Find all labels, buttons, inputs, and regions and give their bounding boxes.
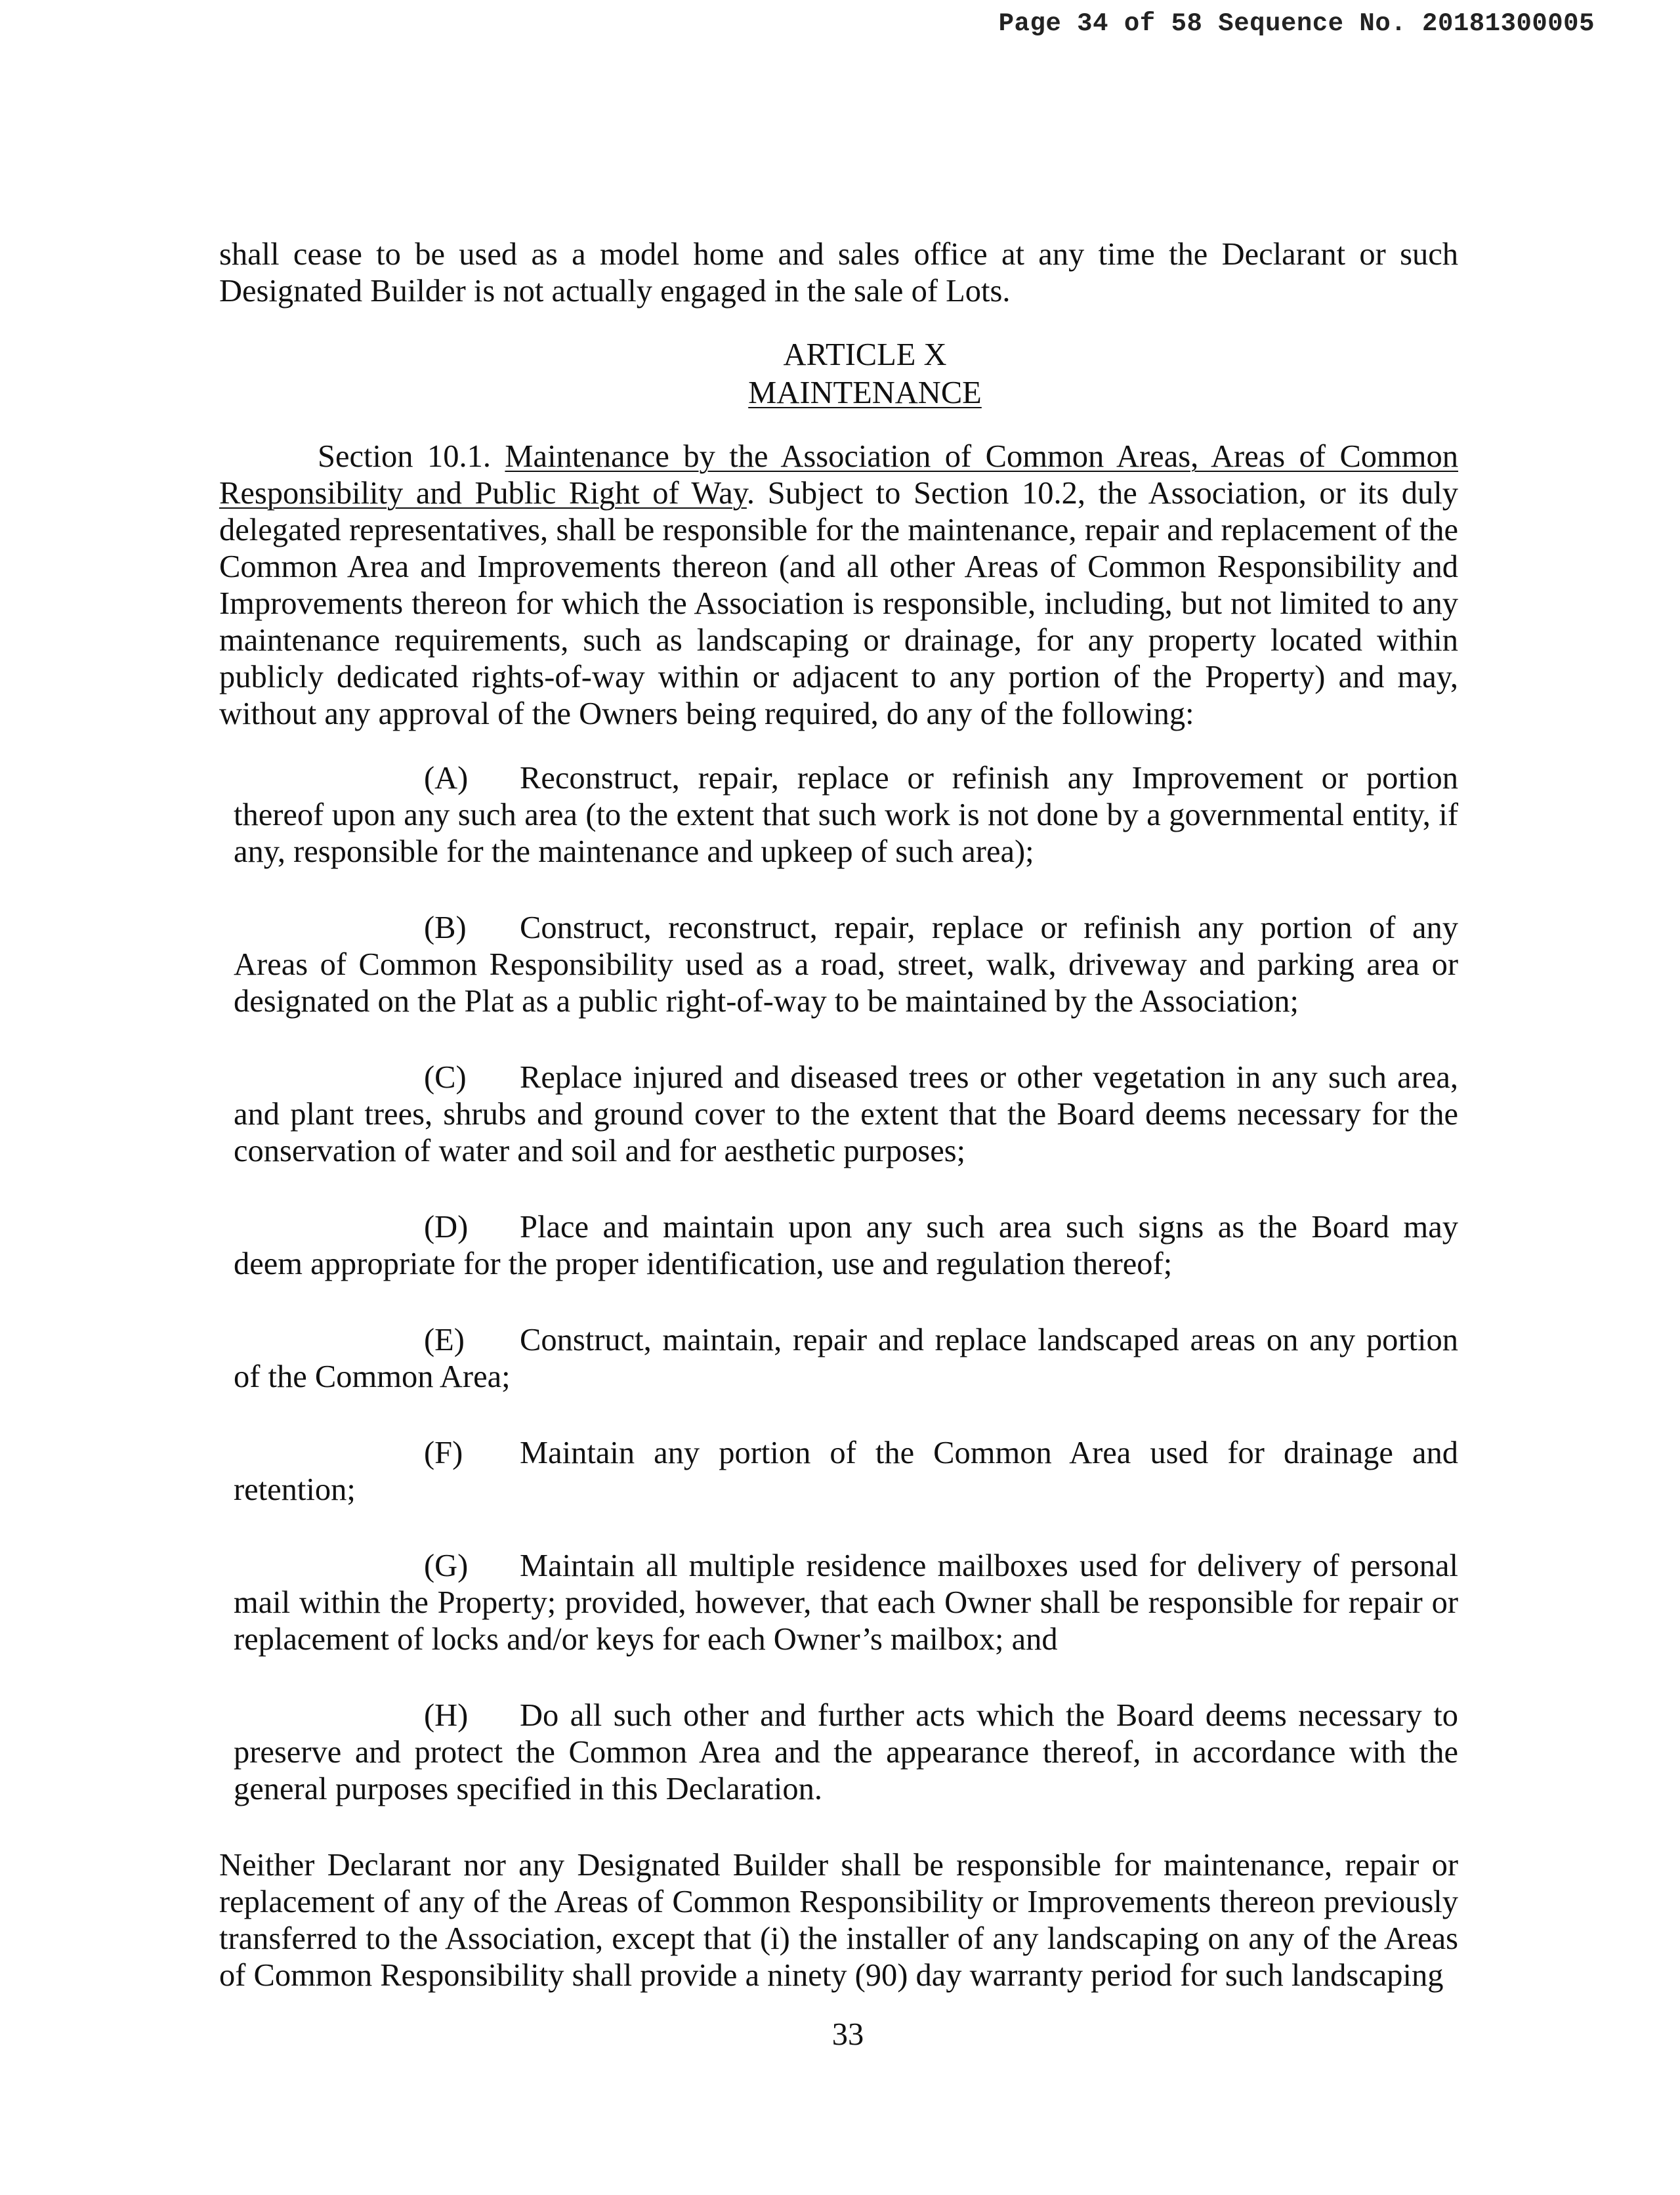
section-10-1-paragraph: [219, 438, 1458, 733]
section-text: Subject to Section 10.2, the Association, or its duly delegated representatives, shall be responsible for the maintenance, repair and replacement of the Common Area and Improvements thereon (and all other Areas of Common Responsibility and Improvements thereon for which the Association is responsible, including, but not limited to any maintenance requirements, such as landscaping or drainage, for any property located within publicly dedicated rights-of-way within or adjacent to any portion of the Property) and may, without any approval of the Owners being required, do any of the following:: [219, 476, 1458, 731]
clause-e: [234, 1322, 1458, 1396]
article-title: MAINTENANCE: [748, 375, 982, 410]
clause-text: Reconstruct, repair, replace or refinish any Improvement or portion thereof upon any such area (to the extent that such work is not done by a governmental entity, if any, responsible for the maintenance and upkeep of such area);: [234, 761, 1458, 869]
clause-label: (G): [424, 1548, 469, 1583]
page-sequence-stamp: Page 34 of 58 Sequence No. 20181300005: [998, 9, 1595, 38]
section-heading-period: .: [746, 476, 755, 511]
clause-text: Replace injured and diseased trees or other vegetation in any such area, and plant trees, shrubs and ground cover to the extent that the Board deems necessary for the conservation of water and soil and for aesthetic purposes;: [234, 1060, 1458, 1168]
section-number: Section 10.1.: [318, 439, 491, 474]
clause-text: Construct, reconstruct, repair, replace or refinish any portion of any Areas of Common Responsibility used as a road, street, walk, driveway and parking area or designated on the Plat as a public right-of-way to be maintained by the Association;: [234, 910, 1458, 1019]
page-number: 33: [831, 2017, 864, 2052]
clause-text: Do all such other and further acts which the Board deems necessary to preserve and protect the Common Area and the appearance thereof, in accordance with the general purposes specified in this Declaration.: [234, 1698, 1458, 1806]
clause-text: Place and maintain upon any such area such signs as the Board may deem appropriate for the proper identification, use and regulation thereof;: [234, 1210, 1458, 1281]
clause-label: (F): [424, 1436, 463, 1470]
clause-c: [234, 1059, 1458, 1170]
clause-label: (A): [424, 761, 469, 796]
clause-d: [234, 1209, 1458, 1283]
clause-h: [234, 1697, 1458, 1808]
clause-text: Maintain all multiple residence mailboxes used for delivery of personal mail within the Property; provided, however, that each Owner shall be responsible for repair or replacement of locks and/or keys for each Owner’s mailbox; and: [234, 1548, 1458, 1657]
clause-f: [234, 1435, 1458, 1508]
clause-label: (C): [424, 1060, 467, 1095]
article-number: ARTICLE X: [783, 337, 947, 372]
clause-a: [234, 760, 1458, 870]
clause-b: [234, 910, 1458, 1020]
clause-g: [234, 1548, 1458, 1658]
clause-label: (B): [424, 910, 467, 945]
clause-label: (E): [424, 1323, 465, 1357]
clause-text: Construct, maintain, repair and replace landscaped areas on any portion of the Common Area;: [234, 1323, 1458, 1394]
clause-label: (H): [424, 1698, 469, 1733]
clause-text: Maintain any portion of the Common Area used for drainage and retention;: [234, 1436, 1458, 1507]
carry-over-paragraph: shall cease to be used as a model home and sales office at any time the Declarant or such Designated Builder is not actually engaged in the sale of Lots.: [219, 237, 1458, 309]
article-heading: [219, 336, 1458, 412]
closing-paragraph: Neither Declarant nor any Designated Builder shall be responsible for maintenance, repair or replacement of any of the Areas of Common Responsibility or Improvements thereon previously transferred to the Association, except that (i) the installer of any landscaping on any of the Areas of Common Responsibility shall provide a ninety (90) day warranty period for such landscaping: [219, 1848, 1458, 1993]
section-heading: Maintenance by the Association of Common Areas, Areas of Common Responsibility and Public Right of Way: [219, 439, 1459, 511]
clause-label: (D): [424, 1210, 469, 1245]
document-page: [219, 236, 1458, 1994]
